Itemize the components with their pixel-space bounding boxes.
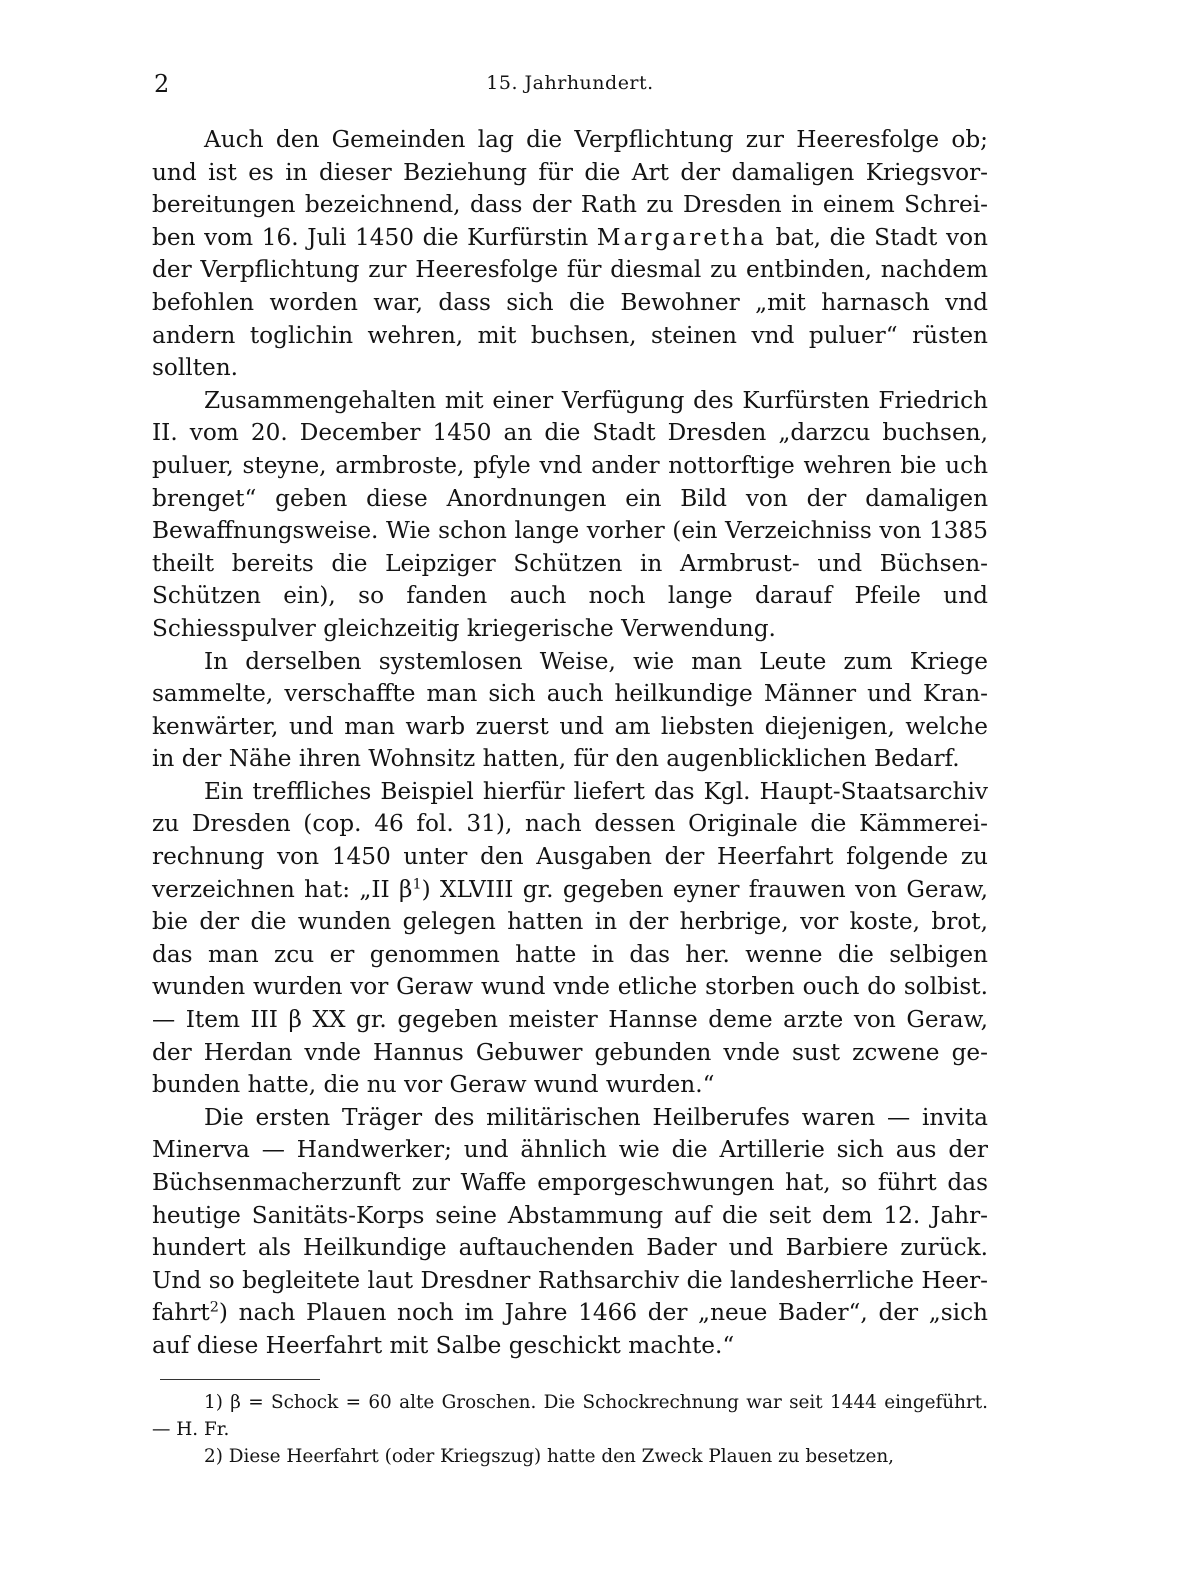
footnote-ref-1: 1 — [412, 875, 422, 892]
footnote-2: 2) Diese Heerfahrt (oder Kriegszug) hatte den Zweck Plauen zu besetzen, — [204, 1445, 895, 1467]
body-text — [152, 124, 988, 1363]
book-page — [152, 62, 988, 1470]
paragraph-4-text-a: Ein treffliches Beispiel hierfür liefert das Kgl. Haupt-Staatsarchiv zu Dresden (cop. 46 fol. 31), nach dessen Originale die Kämmereirechnung von 1450 unter den Ausgaben der Heerfahrt folgende zu verzeichnen hat: „II β — [152, 777, 988, 903]
paragraph-4-text-b: ) XLVIII gr. gegeben eyner frauwen von Geraw, bie der die wunden gelegen hatten in der herbrige, vor koste, brot, das man zcu er genommen hatte in das her. wenne die selbigen wunden wurden vor Geraw wund vnde etliche storben ouch do solbist. — Item III β XX gr. gegeben meister Hannse deme arzte von Geraw, der Herdan vnde Hannus Gebuwer gebunden vnde sust zcwene gebunden hatte, die nu vor Geraw wund wurden.“ — [152, 875, 989, 1099]
paragraph-5-text-b: ) nach Plauen noch im Jahre 1466 der „neue Bader“, der „sich auf diese Heerfahrt mit Salbe geschickt machte.“ — [152, 1299, 988, 1359]
paragraph-3: In derselben systemlosen Weise, wie man Leute zum Kriege sammelte, verschaffte man sich auch heilkundige Männer und Krankenwärter, und man warb zuerst und am liebsten diejenigen, welche in der Nähe ihren Wohnsitz hatten, für den augenblicklichen Bedarf. — [152, 647, 988, 773]
footnote-ref-2: 2 — [209, 1299, 219, 1316]
spaced-name: Margaretha — [596, 223, 767, 251]
paragraph-5 — [152, 1102, 988, 1363]
paragraph-1 — [152, 124, 988, 385]
page-header — [152, 62, 988, 106]
paragraph-1-text-a: Auch den Gemeinden lag die Verpflichtung zur Heeresfolge ob; und ist es in dieser Beziehung für die Art der damaligen Kriegsvorbereitungen bezeichnend, dass der Rath zu Dresden in einem Schreiben vom 16. Juli 1450 die Kurfürstin — [152, 126, 988, 251]
footnote-1: 1) β = Schock = 60 alte Groschen. Die Schockrechnung war seit 1444 eingeführt. — H. Fr. — [152, 1391, 988, 1440]
paragraph-5-text-a: Die ersten Träger des militärischen Heilberufes waren — invita Minerva — Handwerker; und ähnlich wie die Artillerie sich aus der Büchsenmacherzunft zur Waffe emporgeschwungen hat, so führt das heutige Sanitäts-Korps seine Abstammung auf die seit dem 12. Jahrhundert als Heilkundige auftauchenden Bader und Barbiere zurück. Und so begleitete laut Dresdner Rathsarchiv die landesherrliche Heerfahrt — [152, 1103, 988, 1327]
footnotes — [152, 1379, 988, 1470]
paragraph-2: Zusammengehalten mit einer Verfügung des Kurfürsten Friedrich II. vom 20. December 1450 an die Stadt Dresden „darzcu buchsen, puluer, steyne, armbroste, pfyle vnd ander nottorftige wehren bie uch brenget“ geben diese Anordnungen ein Bild von der damaligen Bewaffnungsweise. Wie schon lange vorher (ein Verzeichniss von 1385 theilt bereits die Leipziger Schützen in Armbrust- und Büchsen-Schützen ein), so fanden auch noch lange darauf Pfeile und Schiesspulver gleichzeitig kriegerische Verwendung. — [152, 386, 988, 642]
running-title: 15. Jahrhundert. — [486, 72, 654, 94]
paragraph-1-text-b: bat, die Stadt von der Verpflichtung zur Heeresfolge für diesmal zu entbinden, nachdem befohlen worden war, dass sich die Bewohner „mit harnasch vnd andern toglichin wehren, mit buchsen, steinen vnd puluer“ rüsten sollten. — [152, 223, 988, 382]
page-number: 2 — [154, 70, 170, 98]
paragraph-4 — [152, 776, 988, 1102]
